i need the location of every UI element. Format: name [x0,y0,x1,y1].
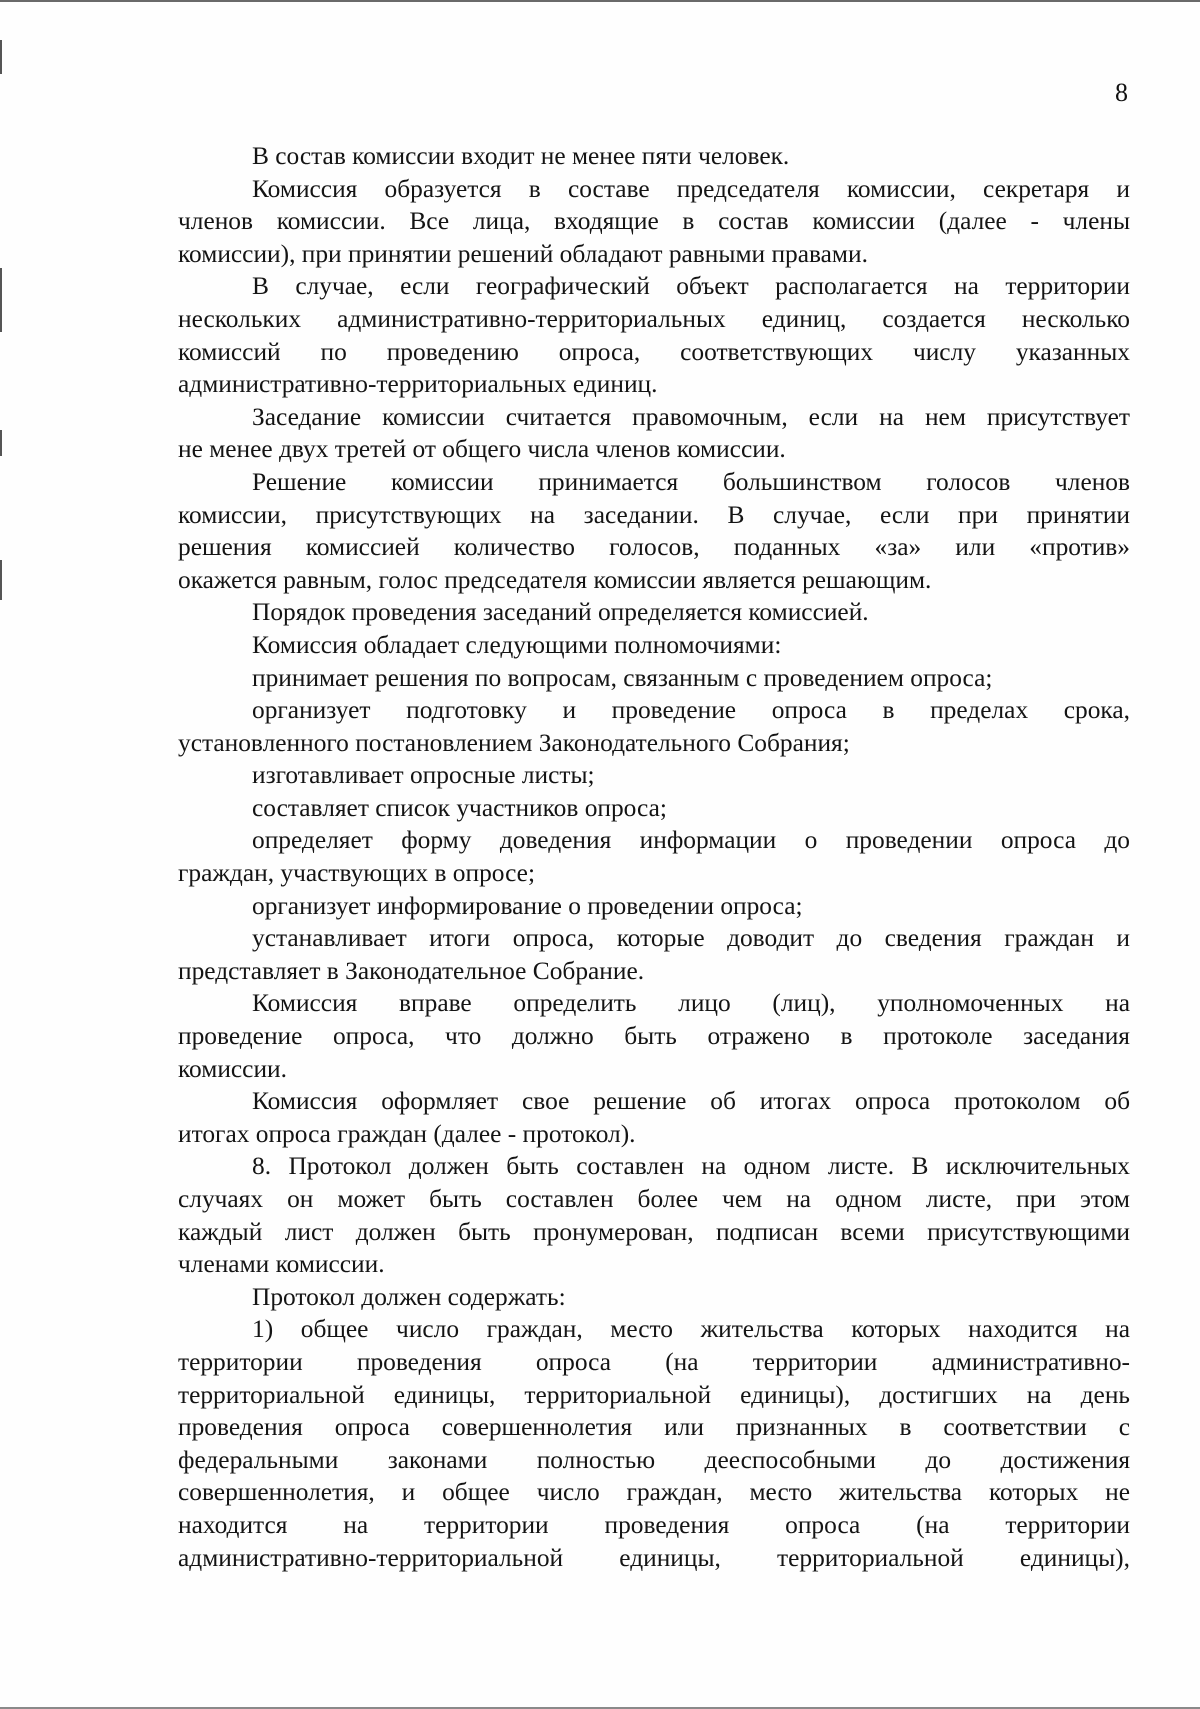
page-number: 8 [1115,78,1128,107]
text-line: организует информирование о проведении опроса; [252,891,803,920]
scan-margin-mark [0,268,2,332]
text-line: составляет список участников опроса; [252,793,667,822]
text-line: В состав комиссии входит не менее пяти человек. [252,142,790,170]
document-body [178,140,1130,1574]
text-line: проведения опроса совершеннолетия или признанных в соответствии с [178,1413,1130,1442]
text-line: административно-территориальных единиц. [178,370,658,399]
text-line: 8. Протокол должен быть составлен на одном листе. В исключительных [252,1152,1130,1181]
text-line: не менее двух третей от общего числа членов комиссии. [178,435,786,464]
text-line: членами комиссии. [178,1250,385,1279]
scan-margin-mark [0,430,2,456]
text-line: территориальной единицы, территориальной единицы), достигших на день [178,1380,1130,1409]
text-line: комиссии), при принятии решений обладают равными правами. [178,239,868,268]
text-line: 1) общее число граждан, место жительства которых находится на [252,1315,1130,1344]
text-line: Протокол должен содержать: [252,1282,566,1311]
text-line: Комиссия вправе определить лицо (лиц), уполномоченных на [252,989,1130,1018]
text-line: комиссий по проведению опроса, соответствующих числу указанных [178,337,1130,366]
text-line: представляет в Законодательное Собрание. [178,956,645,985]
text-line: Решение комиссии принимается большинством голосов членов [252,467,1130,496]
text-line: случаях он может быть составлен более чем на одном листе, при этом [178,1185,1130,1213]
text-line: итогах опроса граждан (далее - протокол). [178,1119,636,1148]
text-line: принимает решения по вопросам, связанным с проведением опроса; [252,663,993,692]
text-line: каждый лист должен быть пронумерован, подписан всеми присутствующими [178,1217,1130,1246]
text-line: проведение опроса, что должно быть отражено в протоколе заседания [178,1022,1130,1051]
text-line: организует подготовку и проведение опроса в пределах срока, [252,696,1130,725]
text-line: комиссии, присутствующих на заседании. В случае, если при принятии [178,500,1130,529]
text-line: Комиссия оформляет свое решение об итогах опроса протоколом об [252,1087,1130,1116]
text-line: определяет форму доведения информации о проведении опроса до [252,826,1130,855]
text-line: членов комиссии. Все лица, входящие в состав комиссии (далее - члены [178,207,1130,236]
text-line: решения комиссией количество голосов, поданных «за» или «против» [178,533,1130,562]
text-line: Комиссия образуется в составе председателя комиссии, секретаря и [252,174,1130,203]
text-line: территории проведения опроса (на территории административно- [178,1347,1130,1376]
scan-edge-top [0,0,1200,2]
text-line: нескольких административно-территориальных единиц, создается несколько [178,304,1130,333]
text-line: граждан, участвующих в опросе; [178,859,536,888]
text-line: Комиссия обладает следующими полномочиями: [252,630,782,659]
text-line: изготавливает опросные листы; [252,761,595,790]
text-line: находится на территории проведения опроса (на территории [178,1510,1130,1539]
text-line: федеральными законами полностью дееспособными до достижения [178,1445,1130,1474]
text-line: устанавливает итоги опроса, которые доводит до сведения граждан и [252,924,1130,953]
text-line: Порядок проведения заседаний определяется комиссией. [252,598,869,627]
text-line: комиссии. [178,1054,287,1083]
text-line: административно-территориальной единицы, территориальной единицы), [178,1543,1130,1572]
text-line: совершеннолетия, и общее число граждан, место жительства которых не [178,1478,1130,1507]
text-line: В случае, если географический объект располагается на территории [252,272,1130,301]
scan-margin-mark [0,40,2,74]
text-line: окажется равным, голос председателя комиссии является решающим. [178,565,932,594]
scan-margin-mark [0,560,2,600]
text-line: Заседание комиссии считается правомочным, если на нем присутствует [252,402,1130,431]
text-line: установленного постановлением Законодательного Собрания; [178,728,850,757]
